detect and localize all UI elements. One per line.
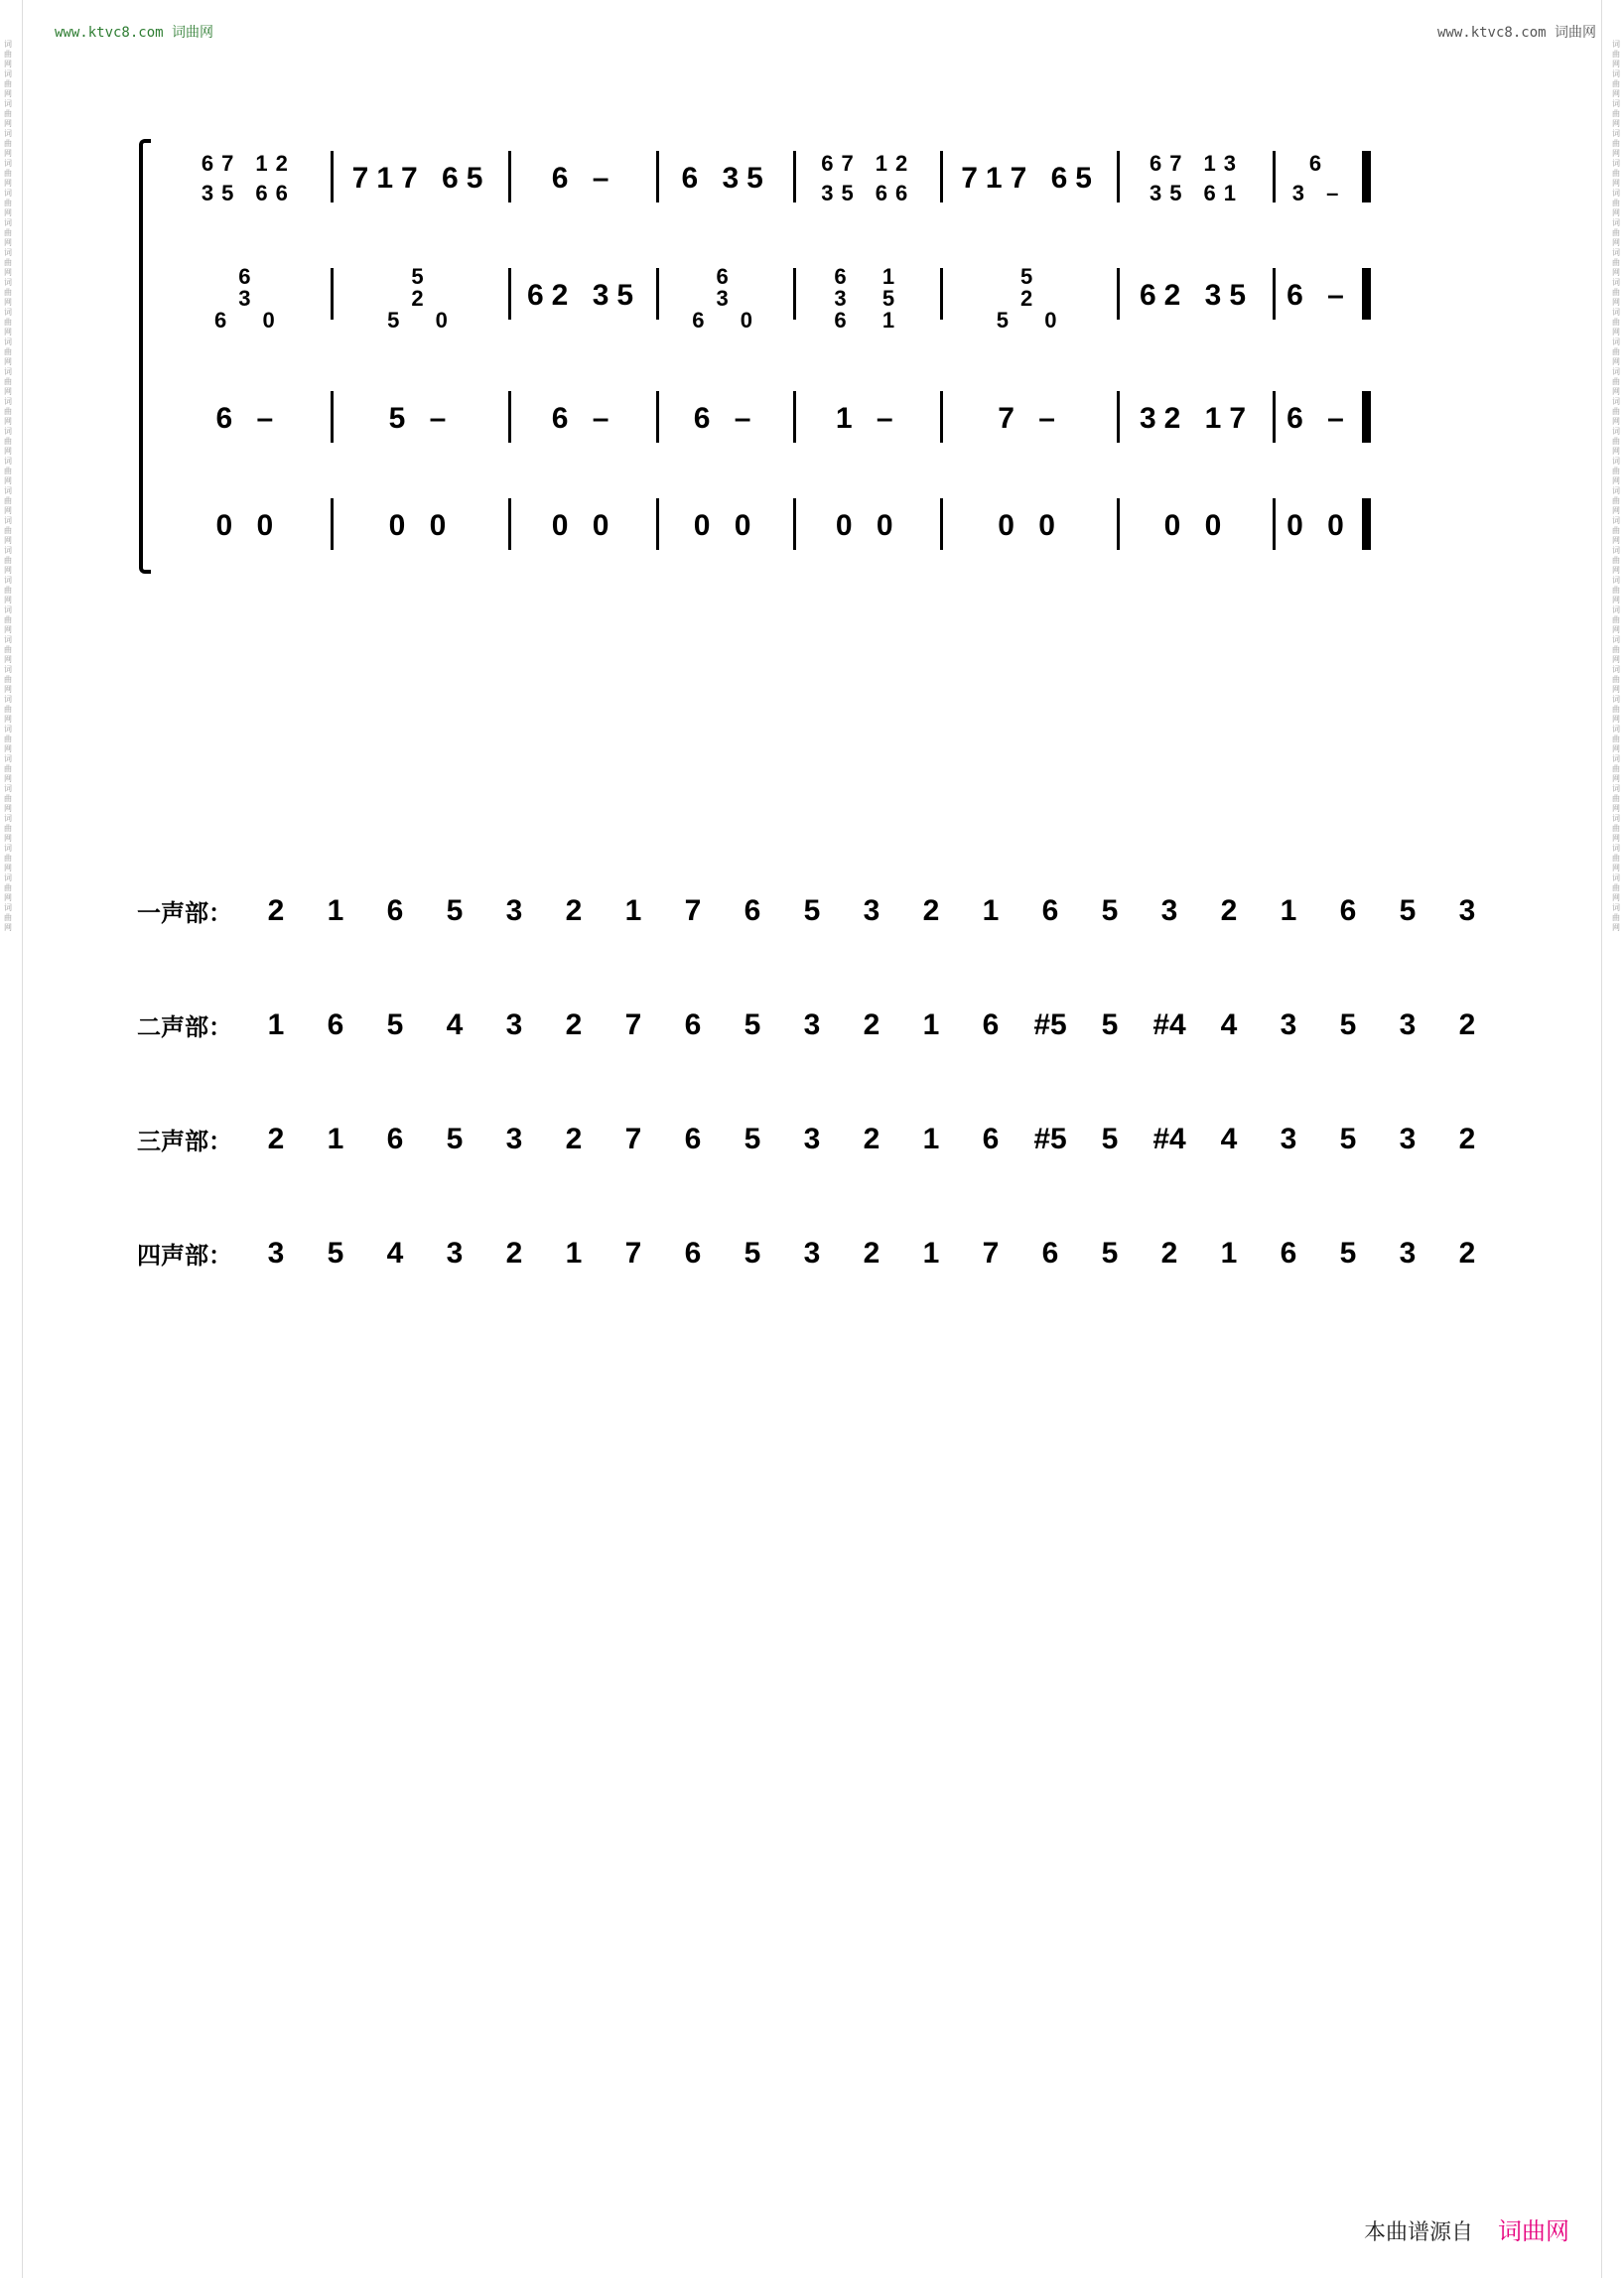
score-measure: 7 –	[998, 402, 1063, 435]
left-margin-rule	[22, 0, 23, 2278]
right-margin-rule	[1601, 0, 1602, 2278]
scale-note: 4	[1220, 1007, 1238, 1041]
barline	[1117, 151, 1120, 202]
barline	[793, 391, 796, 443]
scale-note: 2	[1220, 893, 1238, 927]
scale-note: 5	[386, 1007, 404, 1041]
score-measure: 0 0	[998, 509, 1063, 542]
barline	[1273, 151, 1276, 202]
score-measure: 6 3 6 0	[692, 264, 760, 333]
barline	[793, 268, 796, 320]
scale-note: 3	[446, 1236, 464, 1270]
barline	[508, 391, 511, 443]
scale-note: 2	[565, 893, 583, 927]
score-measure: 6 –	[215, 402, 282, 435]
voice-scale-row	[137, 1082, 1507, 1196]
score-measure: 62 35	[527, 279, 642, 312]
scale-note: #4	[1152, 1007, 1186, 1041]
final-barline	[1362, 151, 1371, 202]
score-measure: 6 1 3 5 6 1	[834, 264, 903, 333]
barline	[656, 151, 659, 202]
voice-label: 三声部：	[137, 1127, 232, 1155]
scale-note: 3	[505, 1122, 523, 1155]
scale-note: 3	[267, 1236, 285, 1270]
scale-note: 5	[803, 893, 821, 927]
score-measure: 5 2 5 0	[996, 264, 1065, 333]
scale-note: 5	[1399, 893, 1417, 927]
barline	[508, 268, 511, 320]
voice-scales	[137, 854, 1507, 1310]
score-measure: 6 –	[551, 402, 617, 435]
score-measure: 5 2 5 0	[387, 264, 456, 333]
barline	[1117, 391, 1120, 443]
scale-note: 5	[1101, 893, 1119, 927]
scale-note: 5	[1339, 1122, 1357, 1155]
scale-note: 7	[684, 893, 702, 927]
score-measure: 67 13 35 61	[1149, 151, 1245, 205]
barline	[331, 498, 334, 550]
score-measure: 0 0	[215, 509, 282, 542]
score-measure: 6 3 –	[1291, 151, 1347, 205]
barline	[940, 391, 943, 443]
scale-note: 3	[505, 893, 523, 927]
staff-row-1	[169, 149, 1499, 208]
barline	[940, 498, 943, 550]
jianpu-score-system	[139, 129, 1499, 576]
barline	[1117, 268, 1120, 320]
barline	[656, 391, 659, 443]
barline	[940, 268, 943, 320]
scale-note: 2	[1458, 1122, 1476, 1155]
scale-note: 2	[863, 1236, 880, 1270]
scale-note: 3	[1399, 1236, 1417, 1270]
voice-scale-row	[137, 854, 1507, 968]
scale-note: 5	[744, 1007, 761, 1041]
scale-note: 3	[1399, 1122, 1417, 1155]
voice-notes	[256, 1008, 1507, 1042]
scale-note: 5	[446, 893, 464, 927]
scale-note: 1	[624, 893, 642, 927]
staff-row-3	[169, 389, 1499, 449]
final-barline	[1362, 498, 1371, 550]
scale-note: 3	[1458, 893, 1476, 927]
scale-note: 3	[803, 1236, 821, 1270]
scale-note: 7	[624, 1122, 642, 1155]
barline	[656, 498, 659, 550]
scale-note: 5	[1339, 1007, 1357, 1041]
side-watermark-right: 词曲网词曲网词曲网词曲网词曲网词曲网词曲网词曲网词曲网词曲网词曲网词曲网词曲网词曲网词曲网词曲网词曲网词曲网词曲网词曲网词曲网词曲网词曲网词曲网词曲网词曲网词曲网词曲网词曲网词曲网	[1612, 40, 1620, 932]
scale-note: 2	[565, 1007, 583, 1041]
staff-row-4	[169, 496, 1499, 556]
scale-note: 6	[982, 1007, 1000, 1041]
score-measure: 6 –	[693, 402, 759, 435]
scale-note: 6	[684, 1122, 702, 1155]
scale-note: 1	[267, 1007, 285, 1041]
barline	[331, 391, 334, 443]
scale-note: 5	[1101, 1236, 1119, 1270]
voice-label: 一声部：	[137, 898, 232, 927]
scale-note: 1	[1280, 893, 1297, 927]
barline	[1273, 498, 1276, 550]
score-measure: 717 65	[961, 162, 1100, 195]
score-measure: 6 –	[551, 162, 617, 195]
footer-brand-link[interactable]: 词曲网	[1498, 2217, 1569, 2245]
score-measure: 0 0	[1286, 509, 1352, 542]
scale-note: 2	[1458, 1007, 1476, 1041]
scale-note: 7	[982, 1236, 1000, 1270]
score-measure: 6 35	[681, 162, 771, 195]
scale-note: 6	[386, 893, 404, 927]
scale-note: 5	[1101, 1007, 1119, 1041]
scale-note: 3	[803, 1122, 821, 1155]
scale-note: 1	[327, 893, 344, 927]
score-measure: 62 35	[1139, 279, 1255, 312]
scale-note: 6	[1041, 1236, 1059, 1270]
score-measure: 67 12 35 66	[821, 151, 916, 205]
score-measure: 6 –	[1286, 402, 1352, 435]
scale-note: 6	[1280, 1236, 1297, 1270]
voice-label: 四声部：	[137, 1241, 232, 1270]
scale-note: 2	[267, 1122, 285, 1155]
scale-note: 1	[982, 893, 1000, 927]
footer-source-text: 本曲谱源自	[1363, 2220, 1473, 2245]
score-measure: 67 12 35 66	[201, 151, 296, 205]
score-measure: 1 –	[835, 402, 901, 435]
scale-note: 6	[327, 1007, 344, 1041]
scale-note: 6	[386, 1122, 404, 1155]
voice-notes	[256, 1123, 1507, 1156]
score-measure: 0 0	[1163, 509, 1230, 542]
scale-note: 2	[922, 893, 940, 927]
scale-note: 5	[744, 1236, 761, 1270]
final-barline	[1362, 391, 1371, 443]
score-measure: 32 17	[1139, 402, 1255, 435]
scale-note: 3	[505, 1007, 523, 1041]
scale-note: 2	[1160, 1236, 1178, 1270]
score-measure: 6 3 6 0	[214, 264, 283, 333]
scale-note: 6	[684, 1007, 702, 1041]
scale-note: 4	[446, 1007, 464, 1041]
scale-note: 5	[1101, 1122, 1119, 1155]
scale-note: 7	[624, 1007, 642, 1041]
score-measure: 5 –	[388, 402, 455, 435]
score-measure: 717 65	[351, 162, 491, 195]
score-measure: 6 –	[1286, 279, 1352, 312]
final-barline	[1362, 268, 1371, 320]
scale-note: 6	[1339, 893, 1357, 927]
voice-notes	[256, 894, 1507, 928]
barline	[331, 151, 334, 202]
voice-notes	[256, 1237, 1507, 1271]
scale-note: #4	[1152, 1122, 1186, 1155]
scale-note: 1	[327, 1122, 344, 1155]
scale-note: 6	[684, 1236, 702, 1270]
barline	[1273, 268, 1276, 320]
score-measure: 0 0	[551, 509, 617, 542]
scale-note: 1	[565, 1236, 583, 1270]
voice-label: 二声部：	[137, 1012, 232, 1041]
barline	[508, 498, 511, 550]
scale-note: 3	[1280, 1007, 1297, 1041]
scale-note: 5	[327, 1236, 344, 1270]
scale-note: 5	[744, 1122, 761, 1155]
scale-note: 3	[1280, 1122, 1297, 1155]
barline	[508, 151, 511, 202]
score-measure: 0 0	[693, 509, 759, 542]
scale-note: 2	[863, 1007, 880, 1041]
scale-note: 1	[922, 1007, 940, 1041]
score-measure: 0 0	[388, 509, 455, 542]
scale-note: 6	[744, 893, 761, 927]
scale-note: 4	[386, 1236, 404, 1270]
barline	[793, 498, 796, 550]
scale-note: 2	[565, 1122, 583, 1155]
barline	[1117, 498, 1120, 550]
scale-note: #5	[1033, 1122, 1067, 1155]
scale-note: 1	[922, 1236, 940, 1270]
scale-note: 1	[922, 1122, 940, 1155]
scale-note: 5	[446, 1122, 464, 1155]
header-site-left[interactable]: www.ktvc8.com 词曲网	[55, 25, 214, 41]
system-brace	[139, 139, 151, 574]
scale-note: #5	[1033, 1007, 1067, 1041]
scale-note: 2	[505, 1236, 523, 1270]
voice-scale-row	[137, 1196, 1507, 1310]
barline	[793, 151, 796, 202]
footer-credit	[1364, 2211, 1569, 2246]
scale-note: 6	[982, 1122, 1000, 1155]
score-measure: 0 0	[835, 509, 901, 542]
staff-row-2	[169, 264, 1499, 333]
scale-note: 7	[624, 1236, 642, 1270]
scale-note: 6	[1041, 893, 1059, 927]
scale-note: 3	[803, 1007, 821, 1041]
scale-note: 3	[863, 893, 880, 927]
barline	[331, 268, 334, 320]
header-site-right[interactable]: www.ktvc8.com 词曲网	[1436, 25, 1596, 41]
scale-note: 3	[1399, 1007, 1417, 1041]
scale-note: 3	[1160, 893, 1178, 927]
barline	[656, 268, 659, 320]
scale-note: 1	[1220, 1236, 1238, 1270]
scale-note: 2	[1458, 1236, 1476, 1270]
scale-note: 2	[267, 893, 285, 927]
scale-note: 4	[1220, 1122, 1238, 1155]
scale-note: 2	[863, 1122, 880, 1155]
barline	[940, 151, 943, 202]
scale-note: 5	[1339, 1236, 1357, 1270]
voice-scale-row	[137, 968, 1507, 1082]
barline	[1273, 391, 1276, 443]
side-watermark-left: 词曲网词曲网词曲网词曲网词曲网词曲网词曲网词曲网词曲网词曲网词曲网词曲网词曲网词曲网词曲网词曲网词曲网词曲网词曲网词曲网词曲网词曲网词曲网词曲网词曲网词曲网词曲网词曲网词曲网词曲网	[4, 40, 12, 932]
